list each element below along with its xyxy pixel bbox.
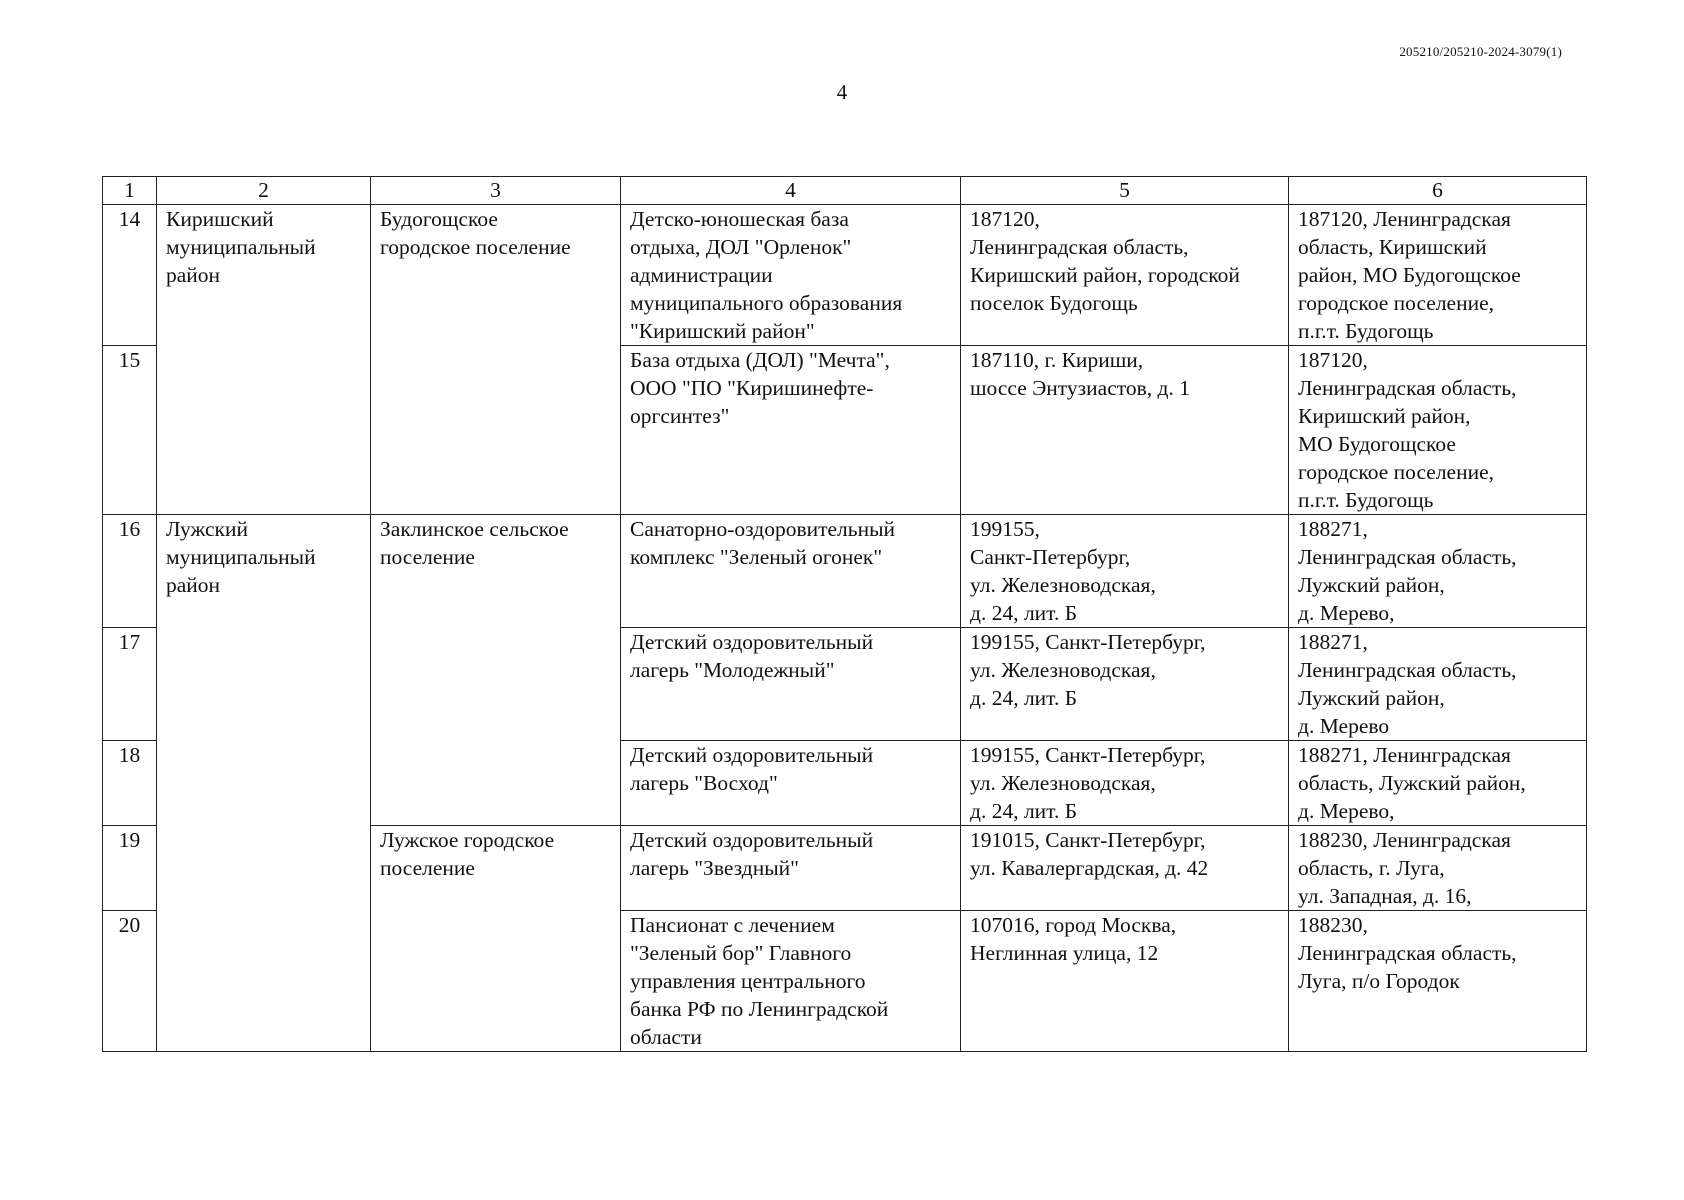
camps-registry-table [102, 176, 1587, 1052]
column-number-1: 1 [103, 177, 157, 205]
actual-address-cell: 188271, Ленинградская область, Лужский район, д. Мерево, [1289, 515, 1587, 628]
legal-address-cell: 199155, Санкт-Петербург, ул. Железноводская, д. 24, лит. Б [961, 628, 1289, 741]
legal-address-cell: 187110, г. Кириши, шоссе Энтузиастов, д. 1 [961, 346, 1289, 515]
row-number: 17 [103, 628, 157, 741]
district-cell: Киришский муниципальный район [157, 205, 371, 515]
column-number-4: 4 [621, 177, 961, 205]
actual-address-cell: 188271, Ленинградская область, Лужский район, д. Мерево, [1289, 741, 1587, 826]
table-row [103, 205, 1587, 346]
legal-address-cell: 199155, Санкт-Петербург, ул. Железноводская, д. 24, лит. Б [961, 741, 1289, 826]
actual-address-cell: 188230, Ленинградская область, Луга, п/о Городок [1289, 911, 1587, 1052]
document-registration-number: 205210/205210-2024-3079(1) [1399, 44, 1562, 59]
legal-address-cell: 199155, Санкт-Петербург, ул. Железноводская, д. 24, лит. Б [961, 515, 1289, 628]
column-number-3: 3 [371, 177, 621, 205]
actual-address-cell: 188271, Ленинградская область, Лужский район, д. Мерево [1289, 628, 1587, 741]
institution-name-cell: Детско-юношеская база отдыха, ДОЛ "Орленок" администрации муниципального образования "Киришский район" [621, 205, 961, 346]
page-number: 4 [836, 80, 848, 104]
row-number: 15 [103, 346, 157, 515]
institution-name-cell: Санаторно-оздоровительный комплекс "Зеленый огонек" [621, 515, 961, 628]
actual-address-cell: 187120, Ленинградская область, Киришский район, МО Будогощское городское поселение, п.г.т. Будогощь [1289, 205, 1587, 346]
column-number-5: 5 [961, 177, 1289, 205]
institution-name-cell: Детский оздоровительный лагерь "Восход" [621, 741, 961, 826]
settlement-cell: Будогощское городское поселение [371, 205, 621, 515]
institution-name-cell: Пансионат с лечением "Зеленый бор" Главного управления центрального банка РФ по Ленинградской области [621, 911, 961, 1052]
row-number: 20 [103, 911, 157, 1052]
settlement-cell: Лужское городское поселение [371, 826, 621, 1052]
institution-name-cell: База отдыха (ДОЛ) "Мечта", ООО "ПО "Киришинефте- оргсинтез" [621, 346, 961, 515]
legal-address-cell: 107016, город Москва, Неглинная улица, 12 [961, 911, 1289, 1052]
settlement-cell: Заклинское сельское поселение [371, 515, 621, 826]
column-number-6: 6 [1289, 177, 1587, 205]
table-header-row [103, 177, 1587, 205]
district-cell: Лужский муниципальный район [157, 515, 371, 1052]
actual-address-cell: 187120, Ленинградская область, Киришский район, МО Будогощское городское поселение, п.г.т. Будогощь [1289, 346, 1587, 515]
actual-address-cell: 188230, Ленинградская область, г. Луга, ул. Западная, д. 16, [1289, 826, 1587, 911]
table-row [103, 515, 1587, 628]
legal-address-cell: 191015, Санкт-Петербург, ул. Кавалергардская, д. 42 [961, 826, 1289, 911]
row-number: 18 [103, 741, 157, 826]
legal-address-cell: 187120, Ленинградская область, Киришский район, городской поселок Будогощь [961, 205, 1289, 346]
row-number: 16 [103, 515, 157, 628]
row-number: 14 [103, 205, 157, 346]
row-number: 19 [103, 826, 157, 911]
column-number-2: 2 [157, 177, 371, 205]
institution-name-cell: Детский оздоровительный лагерь "Молодежный" [621, 628, 961, 741]
institution-name-cell: Детский оздоровительный лагерь "Звездный" [621, 826, 961, 911]
